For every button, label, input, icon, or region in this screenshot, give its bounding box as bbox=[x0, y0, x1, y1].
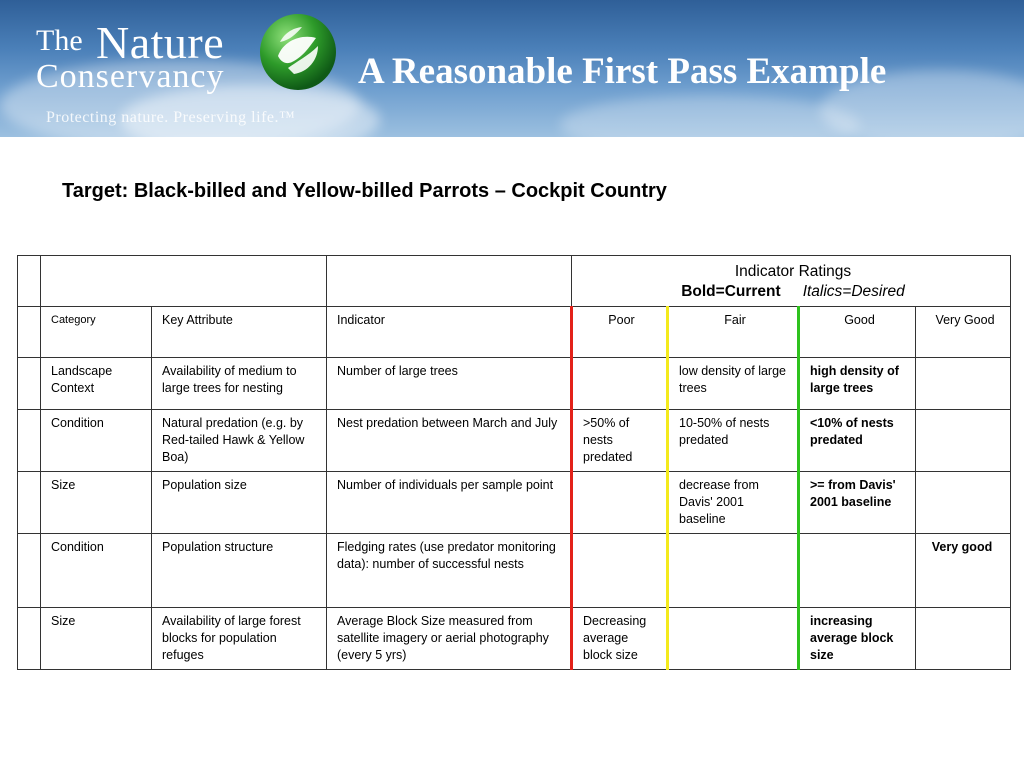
cell-indicator: Fledging rates (use predator monitoring data): number of successful nests bbox=[327, 534, 572, 608]
logo-word-nature: Nature bbox=[96, 17, 225, 68]
cell-fair bbox=[668, 534, 799, 608]
indicator-ratings-header bbox=[572, 256, 1011, 307]
table-row bbox=[18, 358, 1011, 410]
empty-cell bbox=[18, 534, 41, 608]
column-header-very-good: Very Good bbox=[916, 307, 1011, 358]
cell-very-good bbox=[916, 358, 1011, 410]
cell-indicator: Number of individuals per sample point bbox=[327, 472, 572, 534]
cell-good bbox=[799, 534, 916, 608]
column-header-poor: Poor bbox=[572, 307, 668, 358]
cell-poor bbox=[572, 358, 668, 410]
cell-poor: Decreasing average block size bbox=[572, 608, 668, 670]
logo-word-conservancy: Conservancy bbox=[36, 58, 225, 95]
logo-tagline: Protecting nature. Preserving life.™ bbox=[46, 109, 296, 126]
empty-cell bbox=[18, 256, 41, 307]
empty-cell bbox=[18, 472, 41, 534]
cell-poor bbox=[572, 472, 668, 534]
cell-very-good bbox=[916, 410, 1011, 472]
cell-category: Condition bbox=[41, 410, 152, 472]
globe-leaf-icon bbox=[258, 12, 338, 92]
cell-key-attribute: Population structure bbox=[152, 534, 327, 608]
cloud-decoration bbox=[560, 95, 860, 137]
table-column-header-row bbox=[18, 307, 1011, 358]
indicator-ratings-title: Indicator Ratings bbox=[734, 262, 852, 280]
cell-fair: decrease from Davis' 2001 baseline bbox=[668, 472, 799, 534]
cell-indicator: Nest predation between March and July bbox=[327, 410, 572, 472]
cell-category: Condition bbox=[41, 534, 152, 608]
cell-category: Size bbox=[41, 472, 152, 534]
cell-key-attribute: Natural predation (e.g. by Red-tailed Hawk & Yellow Boa) bbox=[152, 410, 327, 472]
cell-very-good bbox=[916, 472, 1011, 534]
column-header-key-attribute: Key Attribute bbox=[152, 307, 327, 358]
column-header-good: Good bbox=[799, 307, 916, 358]
table-row bbox=[18, 410, 1011, 472]
cell-poor bbox=[572, 534, 668, 608]
cell-key-attribute: Availability of medium to large trees for nesting bbox=[152, 358, 327, 410]
empty-cell bbox=[327, 256, 572, 307]
empty-cell bbox=[18, 358, 41, 410]
empty-cell bbox=[18, 307, 41, 358]
ratings-legend bbox=[582, 282, 1004, 302]
header-banner bbox=[0, 0, 1024, 137]
cell-category: Size bbox=[41, 608, 152, 670]
cell-indicator: Average Block Size measured from satellite imagery or aerial photography (every 5 yrs) bbox=[327, 608, 572, 670]
cell-fair: low density of large trees bbox=[668, 358, 799, 410]
cell-fair: 10-50% of nests predated bbox=[668, 410, 799, 472]
cell-good: <10% of nests predated bbox=[799, 410, 916, 472]
table-row bbox=[18, 608, 1011, 670]
table-row bbox=[18, 534, 1011, 608]
cell-very-good: Very good bbox=[916, 534, 1011, 608]
indicator-ratings-table bbox=[17, 255, 1011, 670]
empty-cell bbox=[18, 410, 41, 472]
table-row bbox=[18, 472, 1011, 534]
cell-poor: >50% of nests predated bbox=[572, 410, 668, 472]
column-header-fair: Fair bbox=[668, 307, 799, 358]
cell-good: increasing average block size bbox=[799, 608, 916, 670]
column-header-category: Category bbox=[41, 307, 152, 358]
cell-good: >= from Davis' 2001 baseline bbox=[799, 472, 916, 534]
cell-very-good bbox=[916, 608, 1011, 670]
slide-title: A Reasonable First Pass Example bbox=[358, 51, 887, 92]
logo-word-the: The bbox=[36, 24, 83, 57]
empty-cell bbox=[41, 256, 327, 307]
cell-category: Landscape Context bbox=[41, 358, 152, 410]
column-header-indicator: Indicator bbox=[327, 307, 572, 358]
cell-fair bbox=[668, 608, 799, 670]
cell-key-attribute: Population size bbox=[152, 472, 327, 534]
cell-good: high density of large trees bbox=[799, 358, 916, 410]
legend-current: Bold=Current bbox=[681, 282, 781, 300]
cell-indicator: Number of large trees bbox=[327, 358, 572, 410]
table-top-header-row bbox=[18, 256, 1011, 307]
empty-cell bbox=[18, 608, 41, 670]
cell-key-attribute: Availability of large forest blocks for population refuges bbox=[152, 608, 327, 670]
legend-desired: Italics=Desired bbox=[802, 282, 905, 300]
target-heading: Target: Black-billed and Yellow-billed Parrots – Cockpit Country bbox=[62, 180, 667, 202]
